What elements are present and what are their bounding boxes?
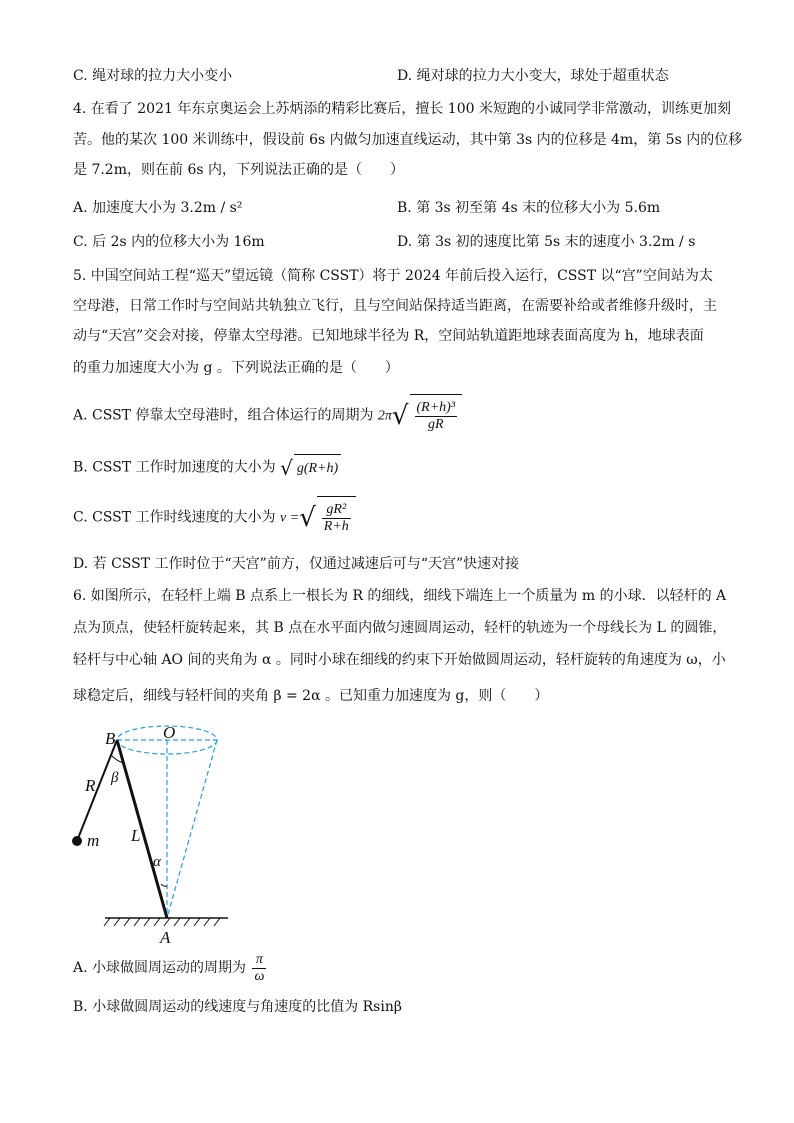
q4-stem-line2: 苦。他的某次 100 米训练中，假设前 6s 内做匀加速直线运动，其中第 3s 内的位移是 4m，第 5s 内的位移 (73, 132, 743, 148)
q4-stem-line3: 是 7.2m，则在前 6s 内，下列说法正确的是（ ） (73, 162, 404, 178)
q4-option-d: D. 第 3s 初的速度比第 5s 末的速度小 3.2m / s (397, 234, 696, 250)
sqrt-radical-icon: √ (391, 400, 409, 431)
fig-label-beta: β (111, 770, 119, 786)
q4-option-c: C. 后 2s 内的位移大小为 16m (73, 234, 265, 250)
q5-option-a-denominator: gR (427, 417, 444, 433)
fig-label-o: O (163, 723, 176, 742)
alpha-arc (161, 884, 167, 886)
q6-option-a-denominator: ω (254, 968, 265, 984)
cone-generatrix-right (167, 740, 217, 918)
fig-label-r: R (85, 776, 96, 795)
fig-label-l: L (131, 826, 141, 845)
q3-option-d: D. 绳对球的拉力大小变大，球处于超重状态 (397, 68, 669, 84)
fig-label-a: A (160, 928, 171, 947)
q5-option-b-expr: g(R+h) (294, 454, 341, 481)
fig-label-m: m (87, 831, 100, 850)
q5-option-b-text: B. CSST 工作时加速度的大小为 (73, 459, 276, 476)
q6-stem-line2: 点为顶点，使轻杆旋转起来，其 B 点在水平面内做匀速圆周运动，轻杆的轨迹为一个母线长为 L 的圆锥， (73, 620, 727, 636)
q5-option-c-numerator: gR² (322, 502, 351, 519)
q5-option-a-prefix: 2π (377, 408, 392, 424)
q6-option-a-numerator: π (252, 952, 266, 969)
q5-option-a-numerator: (R+h)³ (416, 400, 456, 416)
fig-label-b: B (105, 729, 116, 748)
sqrt-radical-icon: √ (299, 502, 316, 533)
q5-option-c-prefix: v = (280, 510, 300, 526)
q5-stem-line2: 空母港，日常工作时与空间站共轨独立飞行，且与空间站保持适当距离，在需要补给或者维修升级时，主 (73, 298, 717, 314)
q3-option-c: C. 绳对球的拉力大小变小 (73, 68, 233, 84)
q5-stem-line4: 的重力加速度大小为 g 。下列说法正确的是（ ） (73, 360, 399, 376)
q5-option-c-text: C. CSST 工作时线速度的大小为 (73, 509, 276, 526)
ball (72, 836, 82, 846)
q6-stem-line4: 球稳定后，细线与轻杆间的夹角 β = 2α 。已知重力加速度为 g，则（ ） (73, 688, 549, 704)
q5-option-a-text: A. CSST 停靠太空母港时，组合体运行的周期为 (73, 407, 374, 424)
light-rod (117, 740, 167, 918)
q5-option-d: D. 若 CSST 工作时位于“天宫”前方，仅通过减速后可与“天宫”快速对接 (73, 556, 520, 572)
q4-stem-line1: 4. 在看了 2021 年东京奥运会上苏炳添的精彩比赛后，擅长 100 米短跑的小诚同学非常激动，训练更加刻 (73, 101, 731, 117)
q6-stem-line3: 轻杆与中心轴 AO 间的夹角为 α 。同时小球在细线的约束下开始做圆周运动，轻杆旋转的角速度为 ω，小 (73, 652, 726, 668)
q5-stem-line3: 动与“天宫”交会对接，停靠太空母港。已知地球半径为 R，空间站轨道距地球表面高度为 h，地球表面 (73, 328, 704, 344)
q4-option-a: A. 加速度大小为 3.2m / s² (73, 200, 243, 216)
q6-stem-line1: 6. 如图所示，在轻杆上端 B 点系上一根长为 R 的细线，细线下端连上一个质量为 m 的小球．以轻杆的 A (73, 588, 727, 604)
q6-option-a (73, 950, 268, 986)
q5-option-c-denominator: R+h (323, 519, 349, 535)
fig-label-alpha: α (153, 854, 161, 870)
q6-option-b: B. 小球做圆周运动的线速度与角速度的比值为 Rsinβ (73, 999, 402, 1015)
sqrt-radical-icon: √ (280, 455, 293, 480)
ground-hatching (104, 918, 220, 926)
q6-option-a-text: A. 小球做圆周运动的周期为 (73, 960, 247, 976)
q5-stem-line1: 5. 中国空间站工程“巡天”望远镜（简称 CSST）将于 2024 年前后投入运行，CSST 以“宫”空间站为太 (73, 268, 713, 284)
q4-option-b: B. 第 3s 初至第 4s 末的位移大小为 5.6m (397, 200, 661, 216)
